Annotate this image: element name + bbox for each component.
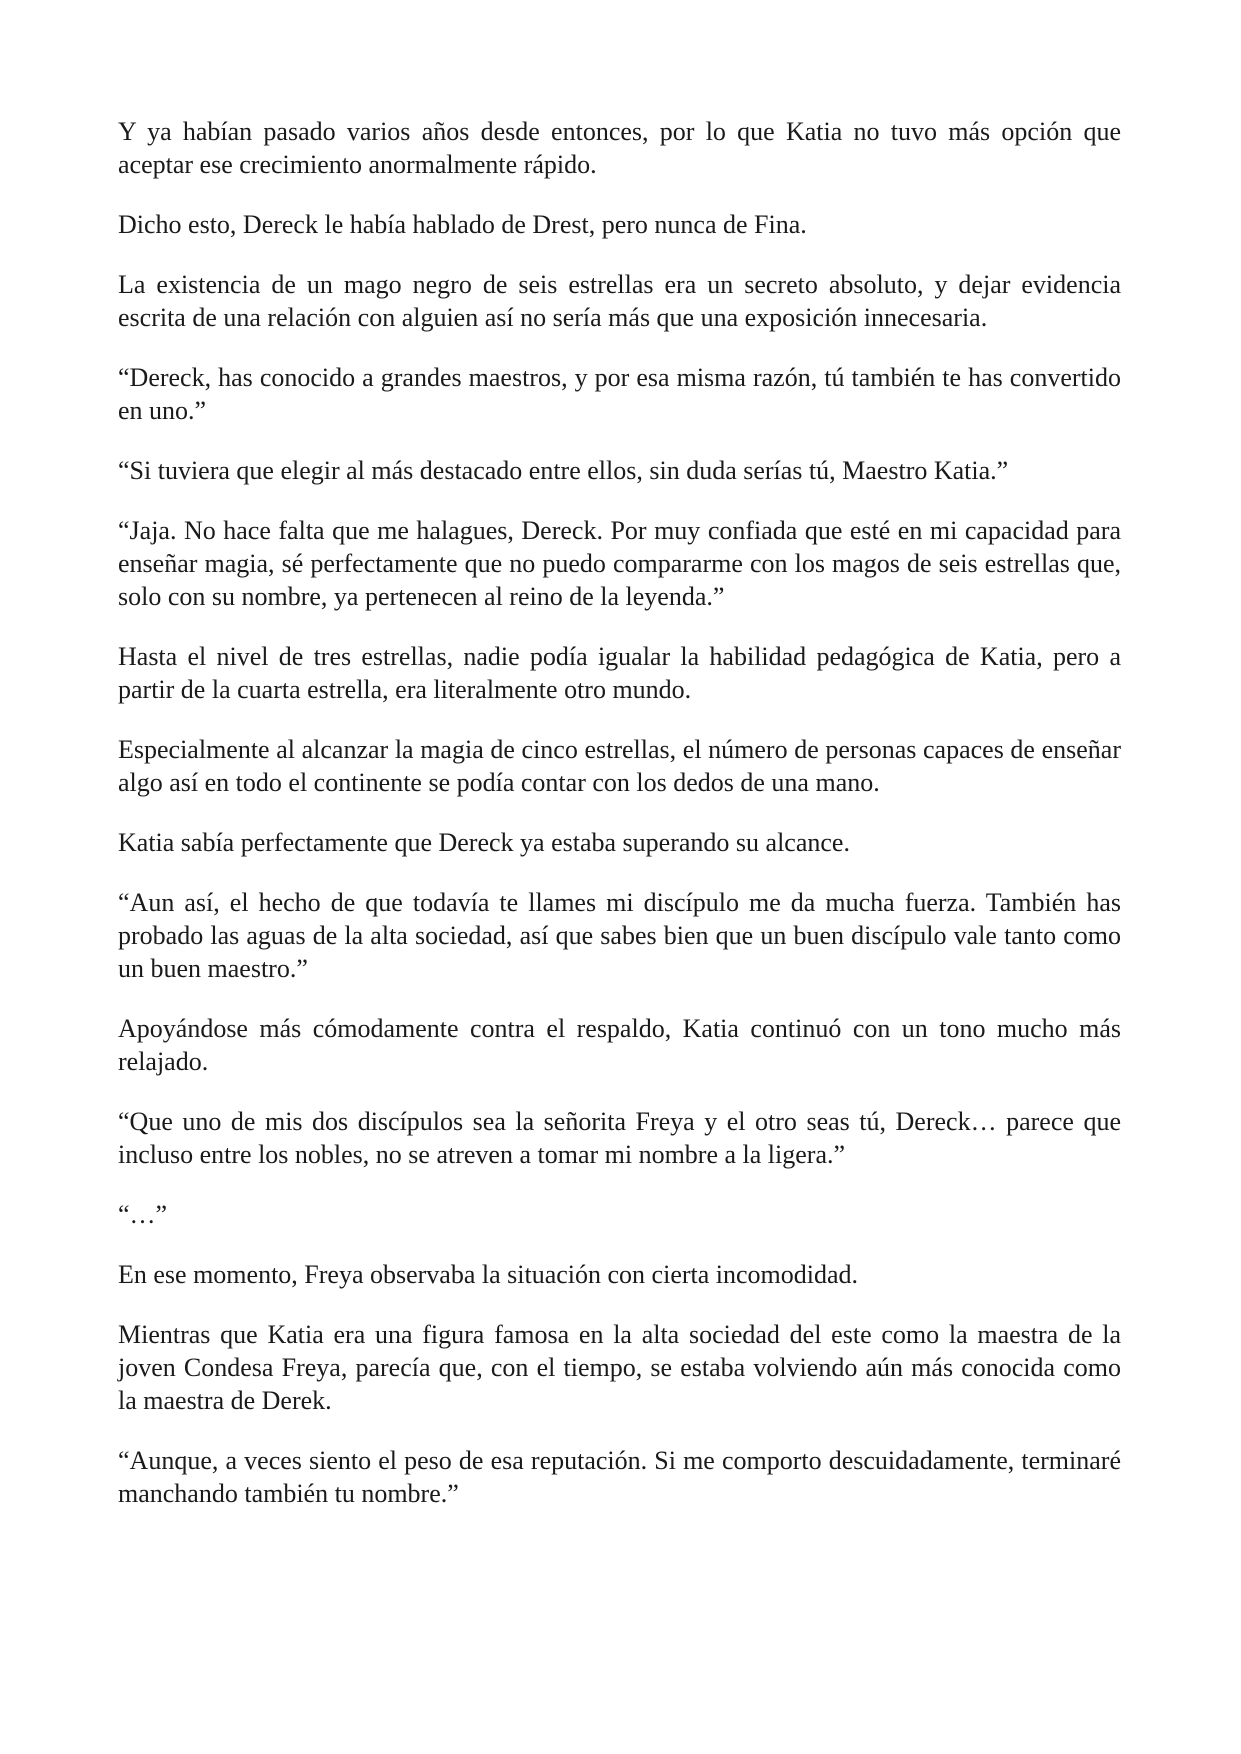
paragraph-12: “Que uno de mis dos discípulos sea la señorita Freya y el otro seas tú, Dereck… parece que incluso entre los nobles, no se atreven a tomar mi nombre a la ligera.” (118, 1107, 1121, 1169)
paragraph-15: Mientras que Katia era una figura famosa en la alta sociedad del este como la maestra de la joven Condesa Freya, parecía que, con el tiempo, se estaba volviendo aún más conocida como la maestra de Derek. (118, 1320, 1121, 1415)
paragraph-13: “…” (118, 1200, 168, 1229)
paragraph-16: “Aunque, a veces siento el peso de esa reputación. Si me comporto descuidadamente, terminaré manchando también tu nombre.” (118, 1446, 1121, 1508)
paragraph-5: “Si tuviera que elegir al más destacado entre ellos, sin duda serías tú, Maestro Katia.” (118, 456, 1009, 485)
paragraph-2: Dicho esto, Dereck le había hablado de Drest, pero nunca de Fina. (118, 210, 807, 239)
paragraph-7: Hasta el nivel de tres estrellas, nadie podía igualar la habilidad pedagógica de Katia, pero a partir de la cuarta estrella, era literalmente otro mundo. (118, 642, 1121, 704)
paragraph-10: “Aun así, el hecho de que todavía te llames mi discípulo me da mucha fuerza. También has probado las aguas de la alta sociedad, así que sabes bien que un buen discípulo vale tanto como un buen maestro.” (118, 888, 1121, 983)
paragraph-14: En ese momento, Freya observaba la situación con cierta incomodidad. (118, 1260, 859, 1289)
paragraph-9: Katia sabía perfectamente que Dereck ya estaba superando su alcance. (118, 828, 850, 857)
paragraph-6: “Jaja. No hace falta que me halagues, Dereck. Por muy confiada que esté en mi capacidad para enseñar magia, sé perfectamente que no puedo compararme con los magos de seis estrellas que, solo con su nombre, ya pertenecen al reino de la leyenda.” (118, 516, 1121, 611)
paragraph-4: “Dereck, has conocido a grandes maestros, y por esa misma razón, tú también te has convertido en uno.” (118, 363, 1121, 425)
paragraph-1: Y ya habían pasado varios años desde entonces, por lo que Katia no tuvo más opción que aceptar ese crecimiento anormalmente rápido. (118, 117, 1121, 179)
document-body (118, 115, 1121, 1537)
paragraph-3: La existencia de un mago negro de seis estrellas era un secreto absoluto, y dejar evidencia escrita de una relación con alguien así no sería más que una exposición innecesaria. (118, 270, 1121, 332)
paragraph-11: Apoyándose más cómodamente contra el respaldo, Katia continuó con un tono mucho más relajado. (118, 1014, 1121, 1076)
paragraph-8: Especialmente al alcanzar la magia de cinco estrellas, el número de personas capaces de enseñar algo así en todo el continente se podía contar con los dedos de una mano. (118, 735, 1121, 797)
